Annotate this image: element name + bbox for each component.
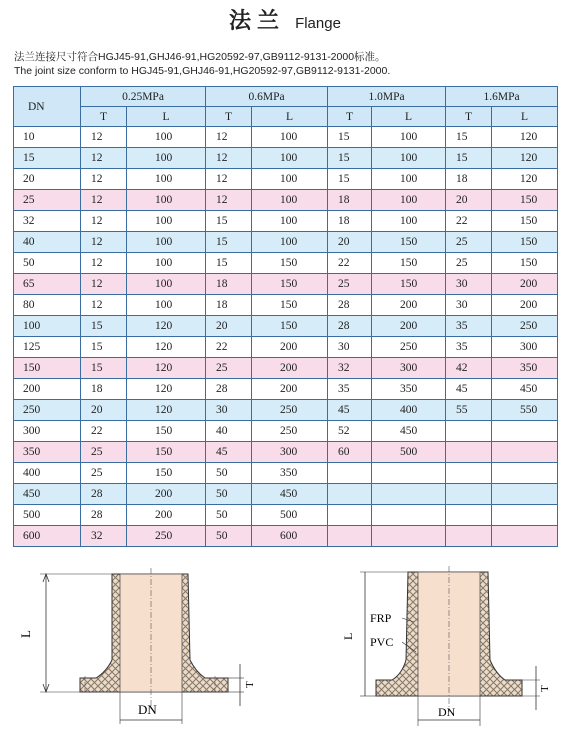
thickness-cell: 35 <box>446 316 492 337</box>
thickness-cell: 45 <box>328 400 372 421</box>
thickness-cell: 15 <box>328 169 372 190</box>
length-cell: 150 <box>492 190 558 211</box>
length-cell: 150 <box>252 253 328 274</box>
dn-cell: 80 <box>14 295 81 316</box>
frp-label: FRP <box>370 611 392 625</box>
t-header: T <box>328 107 372 127</box>
table-header-row-pressure <box>14 87 558 107</box>
thickness-cell: 12 <box>81 295 127 316</box>
length-cell: 450 <box>252 484 328 505</box>
thickness-cell: 40 <box>206 421 252 442</box>
thickness-cell: 22 <box>81 421 127 442</box>
length-cell <box>492 526 558 547</box>
length-cell: 100 <box>372 190 446 211</box>
table-row <box>14 484 558 505</box>
table-row <box>14 379 558 400</box>
flange-spec-table <box>13 86 558 547</box>
thickness-cell <box>328 505 372 526</box>
t-header: T <box>81 107 127 127</box>
length-cell: 150 <box>372 253 446 274</box>
length-cell: 100 <box>127 127 206 148</box>
length-cell: 100 <box>372 211 446 232</box>
dn-cell: 50 <box>14 253 81 274</box>
length-cell: 150 <box>492 232 558 253</box>
thickness-cell: 50 <box>206 505 252 526</box>
length-cell: 120 <box>127 400 206 421</box>
dn-cell: 300 <box>14 421 81 442</box>
length-cell: 200 <box>492 295 558 316</box>
table-row <box>14 421 558 442</box>
length-cell: 400 <box>372 400 446 421</box>
l-header: L <box>372 107 446 127</box>
dn-cell: 450 <box>14 484 81 505</box>
table-row <box>14 295 558 316</box>
thickness-cell: 12 <box>81 211 127 232</box>
length-cell <box>372 484 446 505</box>
thickness-cell: 28 <box>81 484 127 505</box>
length-cell: 250 <box>372 337 446 358</box>
length-cell: 200 <box>252 337 328 358</box>
length-cell: 150 <box>127 421 206 442</box>
length-cell: 150 <box>372 274 446 295</box>
length-cell: 120 <box>127 358 206 379</box>
dn-header: DN <box>14 87 81 127</box>
thickness-cell: 30 <box>446 295 492 316</box>
thickness-cell <box>446 505 492 526</box>
length-cell <box>492 484 558 505</box>
length-cell: 120 <box>492 148 558 169</box>
length-cell: 150 <box>492 253 558 274</box>
title-chinese: 法兰 <box>229 9 286 34</box>
dimension-l-label: L <box>341 632 355 640</box>
table-row <box>14 190 558 211</box>
standards-note-chinese: 法兰连接尺寸符合HGJ45-91,GHJ46-91,HG20592-97,GB9112-9131-2000标准。 <box>14 51 386 63</box>
table-row <box>14 232 558 253</box>
length-cell: 150 <box>127 442 206 463</box>
length-cell: 200 <box>372 295 446 316</box>
thickness-cell: 20 <box>446 190 492 211</box>
thickness-cell <box>446 421 492 442</box>
length-cell: 500 <box>252 505 328 526</box>
thickness-cell: 28 <box>81 505 127 526</box>
length-cell: 250 <box>492 316 558 337</box>
length-cell: 100 <box>127 211 206 232</box>
table-header-row-tl <box>14 107 558 127</box>
dn-cell: 500 <box>14 505 81 526</box>
table-row <box>14 358 558 379</box>
thickness-cell: 12 <box>206 127 252 148</box>
length-cell: 100 <box>127 232 206 253</box>
length-cell: 300 <box>492 337 558 358</box>
thickness-cell: 20 <box>81 400 127 421</box>
t-header: T <box>206 107 252 127</box>
length-cell: 100 <box>372 148 446 169</box>
thickness-cell <box>446 526 492 547</box>
length-cell: 350 <box>252 463 328 484</box>
length-cell: 100 <box>252 232 328 253</box>
thickness-cell: 18 <box>328 190 372 211</box>
dimension-dn-label: DN <box>138 702 157 717</box>
dn-cell: 200 <box>14 379 81 400</box>
thickness-cell <box>328 463 372 484</box>
length-cell: 100 <box>252 148 328 169</box>
flange-drawing-right <box>341 566 551 726</box>
dn-cell: 400 <box>14 463 81 484</box>
length-cell <box>372 505 446 526</box>
table-row <box>14 526 558 547</box>
length-cell <box>492 442 558 463</box>
length-cell: 100 <box>252 190 328 211</box>
length-cell: 450 <box>372 421 446 442</box>
length-cell <box>492 463 558 484</box>
length-cell: 500 <box>372 442 446 463</box>
table-row <box>14 442 558 463</box>
thickness-cell: 30 <box>206 400 252 421</box>
dn-cell: 600 <box>14 526 81 547</box>
length-cell: 100 <box>127 190 206 211</box>
thickness-cell: 30 <box>446 274 492 295</box>
thickness-cell: 52 <box>328 421 372 442</box>
dn-cell: 100 <box>14 316 81 337</box>
length-cell: 200 <box>252 358 328 379</box>
table-row <box>14 169 558 190</box>
dimension-t-label: T <box>539 685 551 692</box>
standards-note-english: The joint size conform to HGJ45-91,GHJ46-91,HG20592-97,GB9112-9131-2000. <box>14 65 391 77</box>
length-cell: 120 <box>127 337 206 358</box>
thickness-cell: 30 <box>328 337 372 358</box>
dn-cell: 40 <box>14 232 81 253</box>
l-header: L <box>252 107 328 127</box>
length-cell: 150 <box>372 232 446 253</box>
length-cell: 120 <box>492 127 558 148</box>
pressure-header: 0.6MPa <box>206 87 328 107</box>
thickness-cell: 60 <box>328 442 372 463</box>
thickness-cell: 12 <box>81 190 127 211</box>
length-cell: 100 <box>252 169 328 190</box>
thickness-cell: 18 <box>446 169 492 190</box>
thickness-cell <box>446 442 492 463</box>
thickness-cell: 12 <box>81 148 127 169</box>
thickness-cell: 15 <box>328 148 372 169</box>
dn-cell: 150 <box>14 358 81 379</box>
table-row <box>14 316 558 337</box>
thickness-cell: 18 <box>206 274 252 295</box>
length-cell: 100 <box>372 127 446 148</box>
length-cell: 150 <box>252 274 328 295</box>
thickness-cell: 12 <box>81 232 127 253</box>
standards-note <box>14 50 390 78</box>
length-cell <box>492 505 558 526</box>
length-cell: 200 <box>127 484 206 505</box>
thickness-cell: 22 <box>446 211 492 232</box>
thickness-cell: 28 <box>328 316 372 337</box>
thickness-cell: 15 <box>206 211 252 232</box>
l-header: L <box>492 107 558 127</box>
thickness-cell: 35 <box>446 337 492 358</box>
length-cell: 200 <box>127 505 206 526</box>
thickness-cell: 15 <box>206 232 252 253</box>
length-cell: 120 <box>127 316 206 337</box>
thickness-cell: 15 <box>446 127 492 148</box>
pressure-header: 0.25MPa <box>81 87 206 107</box>
thickness-cell: 12 <box>206 148 252 169</box>
length-cell: 120 <box>492 169 558 190</box>
thickness-cell <box>446 463 492 484</box>
thickness-cell: 12 <box>81 253 127 274</box>
dn-cell: 32 <box>14 211 81 232</box>
length-cell <box>372 463 446 484</box>
thickness-cell: 32 <box>328 358 372 379</box>
length-cell <box>492 421 558 442</box>
dn-cell: 350 <box>14 442 81 463</box>
flange-drawing-left <box>18 568 256 724</box>
thickness-cell <box>328 484 372 505</box>
dimension-l-label: L <box>18 630 33 638</box>
dimension-t-label: T <box>244 681 256 688</box>
thickness-cell: 12 <box>206 169 252 190</box>
thickness-cell: 25 <box>81 442 127 463</box>
thickness-cell: 15 <box>81 316 127 337</box>
thickness-cell: 42 <box>446 358 492 379</box>
length-cell: 550 <box>492 400 558 421</box>
thickness-cell: 50 <box>206 463 252 484</box>
length-cell: 150 <box>127 463 206 484</box>
thickness-cell: 15 <box>328 127 372 148</box>
thickness-cell: 18 <box>81 379 127 400</box>
thickness-cell: 20 <box>328 232 372 253</box>
table-body <box>14 127 558 547</box>
pressure-header: 1.0MPa <box>328 87 446 107</box>
table-row <box>14 463 558 484</box>
thickness-cell: 15 <box>81 358 127 379</box>
dn-cell: 20 <box>14 169 81 190</box>
length-cell: 100 <box>127 253 206 274</box>
table-row <box>14 505 558 526</box>
dn-cell: 10 <box>14 127 81 148</box>
thickness-cell: 12 <box>81 274 127 295</box>
thickness-cell: 12 <box>81 127 127 148</box>
thickness-cell: 35 <box>328 379 372 400</box>
length-cell: 600 <box>252 526 328 547</box>
length-cell: 100 <box>127 274 206 295</box>
thickness-cell: 28 <box>206 379 252 400</box>
thickness-cell: 25 <box>81 463 127 484</box>
table-row <box>14 400 558 421</box>
length-cell: 300 <box>372 358 446 379</box>
dn-cell: 250 <box>14 400 81 421</box>
thickness-cell: 18 <box>328 211 372 232</box>
length-cell: 200 <box>252 379 328 400</box>
thickness-cell: 12 <box>81 169 127 190</box>
length-cell: 250 <box>252 421 328 442</box>
table-row <box>14 148 558 169</box>
thickness-cell: 15 <box>206 253 252 274</box>
thickness-cell <box>328 526 372 547</box>
table-row <box>14 253 558 274</box>
thickness-cell: 25 <box>328 274 372 295</box>
thickness-cell: 45 <box>446 379 492 400</box>
thickness-cell: 28 <box>328 295 372 316</box>
thickness-cell: 50 <box>206 484 252 505</box>
thickness-cell: 15 <box>446 148 492 169</box>
title-english: Flange <box>295 15 341 32</box>
thickness-cell: 55 <box>446 400 492 421</box>
thickness-cell: 50 <box>206 526 252 547</box>
dn-cell: 125 <box>14 337 81 358</box>
thickness-cell: 22 <box>328 253 372 274</box>
table-row <box>14 127 558 148</box>
length-cell: 100 <box>127 295 206 316</box>
length-cell: 100 <box>127 169 206 190</box>
length-cell: 300 <box>252 442 328 463</box>
thickness-cell: 15 <box>81 337 127 358</box>
page-title <box>0 4 570 35</box>
length-cell: 150 <box>252 316 328 337</box>
table-row <box>14 211 558 232</box>
t-header: T <box>446 107 492 127</box>
dimension-dn-label: DN <box>438 705 456 719</box>
flange-drawings <box>0 560 570 733</box>
length-cell: 250 <box>252 400 328 421</box>
table-row <box>14 337 558 358</box>
length-cell: 450 <box>492 379 558 400</box>
length-cell: 100 <box>372 169 446 190</box>
pvc-label: PVC <box>370 635 394 649</box>
thickness-cell: 20 <box>206 316 252 337</box>
length-cell: 350 <box>492 358 558 379</box>
length-cell: 100 <box>252 127 328 148</box>
thickness-cell: 25 <box>446 253 492 274</box>
thickness-cell: 22 <box>206 337 252 358</box>
length-cell <box>372 526 446 547</box>
length-cell: 150 <box>492 211 558 232</box>
dn-cell: 15 <box>14 148 81 169</box>
thickness-cell: 32 <box>81 526 127 547</box>
thickness-cell: 18 <box>206 295 252 316</box>
thickness-cell: 45 <box>206 442 252 463</box>
dn-cell: 25 <box>14 190 81 211</box>
length-cell: 200 <box>492 274 558 295</box>
length-cell: 350 <box>372 379 446 400</box>
length-cell: 200 <box>372 316 446 337</box>
length-cell: 150 <box>252 295 328 316</box>
thickness-cell: 12 <box>206 190 252 211</box>
l-header: L <box>127 107 206 127</box>
length-cell: 100 <box>127 148 206 169</box>
dn-cell: 65 <box>14 274 81 295</box>
length-cell: 120 <box>127 379 206 400</box>
length-cell: 250 <box>127 526 206 547</box>
thickness-cell: 25 <box>446 232 492 253</box>
pressure-header: 1.6MPa <box>446 87 558 107</box>
thickness-cell: 25 <box>206 358 252 379</box>
table-row <box>14 274 558 295</box>
thickness-cell <box>446 484 492 505</box>
length-cell: 100 <box>252 211 328 232</box>
